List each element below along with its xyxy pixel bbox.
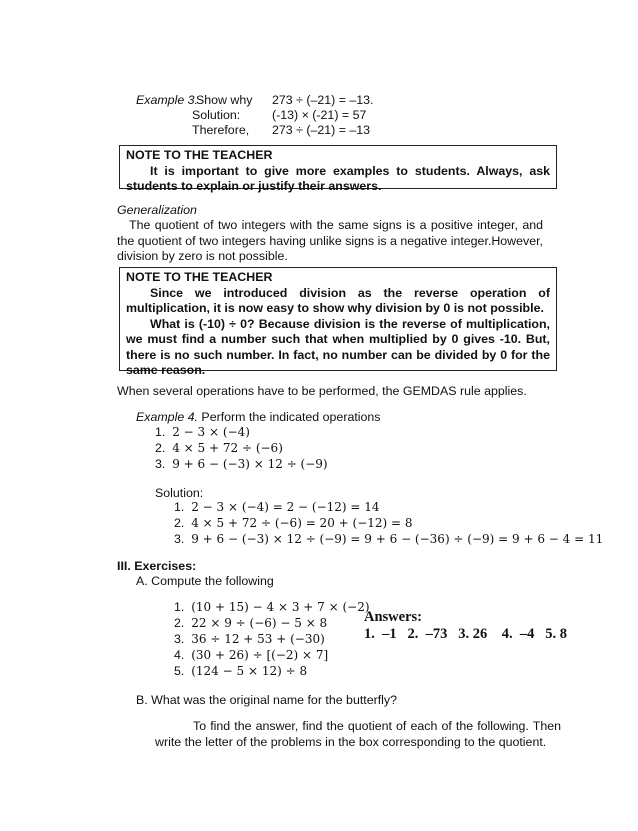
math-expression: 4 × 5 + 72 ÷ (−6) [172,441,283,455]
note1-body: It is important to give more examples to students. Always, ask students to explain or justify their answers. [126,163,550,193]
example3-line2-left: Solution: [192,108,241,122]
answers-label: Answers: [364,609,422,625]
exercises-part-b: B. What was the original name for the butterfly? [136,693,398,707]
item-number: 2. [174,616,185,630]
math-expression: (30 + 26) ÷ [(−2) × 7] [191,648,329,662]
exercise-item-4 [174,648,328,663]
example3-line3-right: 273 ÷ (–21) = –13 [272,123,371,137]
item-number: 1. [174,500,185,514]
item-number: 1. [155,425,166,439]
item-number: 3. [174,532,185,546]
example4-label: Example 4. [136,410,198,424]
gemdas-rule-text: When several operations have to be performed, the GEMDAS rule applies. [117,384,527,398]
item-number: 4. [174,648,185,662]
exercise-item-2 [174,616,327,631]
exercise-item-5 [174,664,307,679]
example4-solution-1 [174,500,380,515]
note2-para1: Since we introduced division as the reverse operation of multiplication, it is now easy to show why division by 0 is not possible. [126,285,550,315]
example4-heading [136,410,381,425]
example3-label: Example 3. [136,93,198,107]
example4-instruction: Perform the indicated operations [197,410,381,424]
item-number: 2. [174,516,185,530]
example3-line2-right: (-13) × (-21) = 57 [272,108,367,122]
example4-item-1 [155,425,250,440]
math-expression: 22 × 9 ÷ (−6) − 5 × 8 [191,616,328,630]
item-number: 1. [174,600,185,614]
generalization-text: The quotient of two integers with the same signs is a positive integer, and the quotient of two integers having unlike signs is a negative integer.However, division by zero is not possible. [117,218,543,263]
exercises-heading: III. Exercises: [117,559,197,573]
teacher-note-box-1 [119,145,557,193]
teacher-note-box-2 [119,267,557,377]
item-number: 5. [174,664,185,678]
math-expression: 2 − 3 × (−4) [172,425,250,439]
exercises-part-a: A. Compute the following [136,574,274,588]
math-expression: 2 − 3 × (−4) = 2 − (−12) = 14 [191,500,380,514]
example3-line1-right: 273 ÷ (–21) = –13. [272,93,374,107]
example4-solution-label: Solution: [155,486,204,500]
example4-solution-3 [174,532,603,547]
math-expression: (10 + 15) − 4 × 3 + 7 × (−2) [191,600,370,614]
math-expression: 36 ÷ 12 + 53 + (−30) [191,632,325,646]
example4-item-2 [155,441,283,456]
generalization-heading: Generalization [117,203,197,217]
math-expression: 9 + 6 − (−3) × 12 ÷ (−9) = 9 + 6 − (−36) ÷ (−9) = 9 + 6 − 4 = 11 [191,532,604,546]
item-number: 3. [155,457,166,471]
answers-line: 1. –1 2. –73 3. 26 4. –4 5. 8 [364,626,567,642]
note1-title: NOTE TO THE TEACHER [126,148,273,162]
math-expression: 4 × 5 + 72 ÷ (−6) = 20 + (−12) = 8 [191,516,413,530]
note2-para2: What is (-10) ÷ 0? Because division is the reverse of multiplication, we must find a number such that when multiplied by 0 gives -10. But, there is no such number. In fact, no number can be divided by 0 for the same reason. [126,316,550,377]
item-number: 3. [174,632,185,646]
part-b-instructions: To find the answer, find the quotient of each of the following. Then write the letter of the problems in the box corresponding to the quotient. [155,719,561,749]
note2-title: NOTE TO THE TEACHER [126,270,273,284]
exercise-item-3 [174,632,325,647]
math-expression: 9 + 6 − (−3) × 12 ÷ (−9) [172,457,328,471]
example4-solution-2 [174,516,413,531]
example3-line3-left: Therefore, [192,123,250,137]
exercise-item-1 [174,600,370,615]
example3-line1-left: Show why [196,93,253,107]
example4-item-3 [155,457,328,472]
math-expression: (124 − 5 × 12) ÷ 8 [191,664,308,678]
item-number: 2. [155,441,166,455]
